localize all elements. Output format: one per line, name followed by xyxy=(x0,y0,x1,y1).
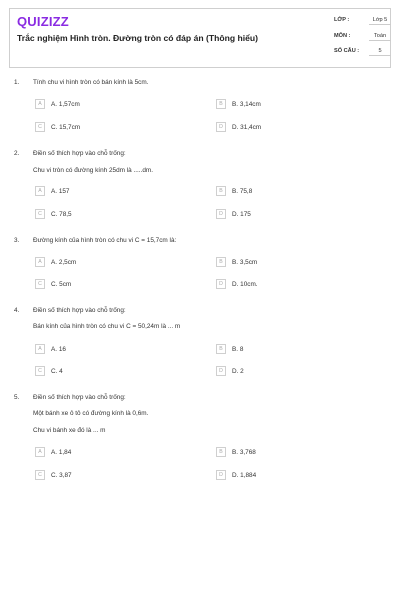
option-text: B. 3,14cm xyxy=(232,100,261,108)
option-letter-box: B xyxy=(216,99,226,109)
question-text: Một bánh xe ô tô có đường kính là 0,6m. xyxy=(33,410,149,417)
subject-value: Toán xyxy=(369,33,391,41)
option-letter-box: C xyxy=(35,122,45,132)
option-letter-box: D xyxy=(216,279,226,289)
question-text: Điền số thích hợp vào chỗ trống: xyxy=(33,307,126,314)
question-text: Tính chu vi hình tròn có bán kính là 5cm. xyxy=(33,79,149,86)
option-text: B. 3,5cm xyxy=(232,258,258,266)
option-letter-box: C xyxy=(35,209,45,219)
option-letter-box: A xyxy=(35,99,45,109)
question-text: Đường kính của hình tròn có chu vi C = 15,7cm là: xyxy=(33,237,177,244)
option-text: C. 5cm xyxy=(51,280,72,288)
option-text: D. 175 xyxy=(232,210,251,218)
option-text: C. 78,5 xyxy=(51,210,72,218)
option-letter-box: C xyxy=(35,470,45,480)
option-text: C. 15,7cm xyxy=(51,123,81,131)
option-letter-box: D xyxy=(216,122,226,132)
option-letter-box: C xyxy=(35,279,45,289)
option-letter-box: A xyxy=(35,186,45,196)
question-number: 2. xyxy=(14,150,20,157)
question-number: 3. xyxy=(14,237,20,244)
question-number: 1. xyxy=(14,79,20,86)
option-text: D. 31,4cm xyxy=(232,123,262,131)
question-number: 4. xyxy=(14,307,20,314)
option-text: D. 2 xyxy=(232,367,244,375)
option-text: B. 75,8 xyxy=(232,187,253,195)
question-text: Điền số thích hợp vào chỗ trống: xyxy=(33,150,126,157)
worksheet-header xyxy=(9,8,391,68)
option-letter-box: A xyxy=(35,447,45,457)
option-text: A. 157 xyxy=(51,187,70,195)
question-count-value: 5 xyxy=(369,48,391,56)
option-text: D. 10cm. xyxy=(232,280,258,288)
option-text: B. 3,768 xyxy=(232,448,256,456)
subject-label: MÔN : xyxy=(334,33,351,39)
question-text: Bán kính của hình tròn có chu vi C = 50,24m là ... m xyxy=(33,323,181,330)
grade-label: LỚP : xyxy=(334,17,350,23)
option-text: A. 16 xyxy=(51,345,66,353)
option-text: B. 8 xyxy=(232,345,244,353)
option-letter-box: B xyxy=(216,257,226,267)
option-text: A. 2,5cm xyxy=(51,258,77,266)
option-text: C. 4 xyxy=(51,367,63,375)
worksheet-title: Trắc nghiệm Hình tròn. Đường tròn có đáp án (Thông hiểu) xyxy=(17,33,259,43)
option-letter-box: B xyxy=(216,186,226,196)
option-text: A. 1,84 xyxy=(51,448,72,456)
question-text: Chu vi tròn có đường kính 25dm là .....dm. xyxy=(33,167,154,174)
option-text: C. 3,87 xyxy=(51,471,72,479)
question-number: 5. xyxy=(14,394,20,401)
option-letter-box: B xyxy=(216,447,226,457)
option-letter-box: A xyxy=(35,344,45,354)
option-text: D. 1,884 xyxy=(232,471,257,479)
quizizz-logo: QUIZIZZ xyxy=(17,14,69,29)
option-text: A. 1,57cm xyxy=(51,100,80,108)
option-letter-box: D xyxy=(216,209,226,219)
question-text: Chu vi bánh xe đó là ... m xyxy=(33,427,106,434)
option-letter-box: C xyxy=(35,366,45,376)
option-letter-box: B xyxy=(216,344,226,354)
option-letter-box: A xyxy=(35,257,45,267)
grade-value: Lớp 5 xyxy=(369,17,391,25)
question-count-label: SỐ CÂU : xyxy=(334,48,360,54)
question-text: Điền số thích hợp vào chỗ trống: xyxy=(33,394,126,401)
option-letter-box: D xyxy=(216,366,226,376)
option-letter-box: D xyxy=(216,470,226,480)
